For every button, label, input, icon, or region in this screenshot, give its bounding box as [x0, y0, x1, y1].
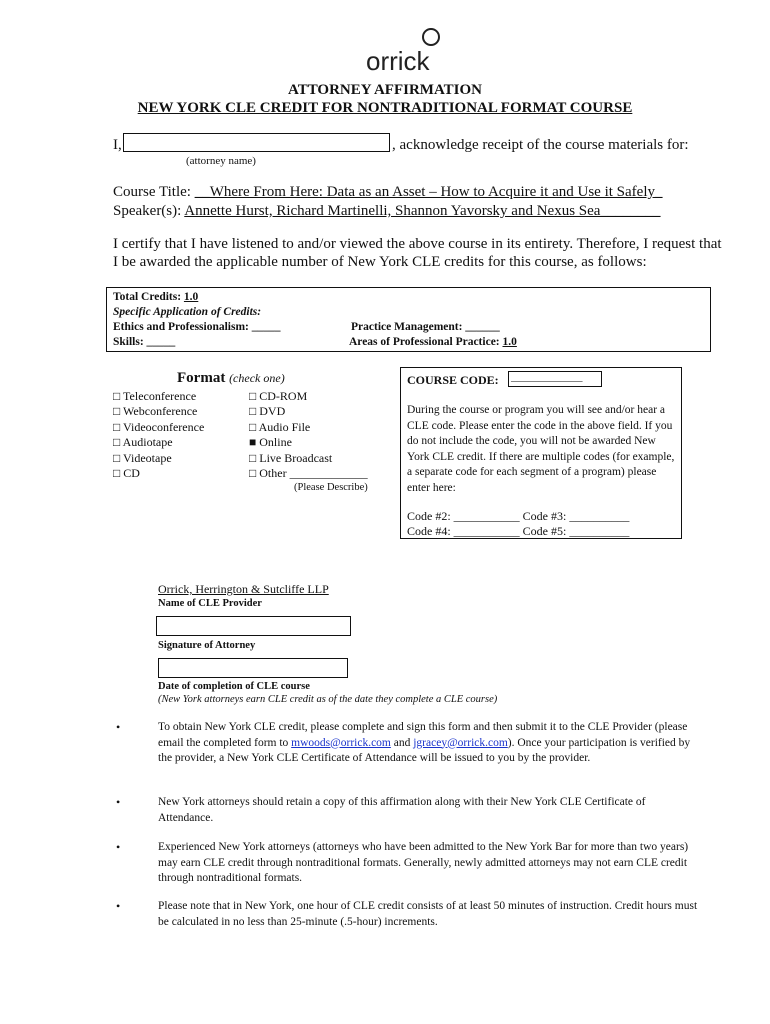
- format-label: Webconference: [123, 404, 198, 418]
- credits-box: [106, 287, 711, 352]
- course-title-label: Course Title:: [113, 184, 191, 200]
- cle-provider-label: Name of CLE Provider: [158, 598, 262, 609]
- completion-date-field[interactable]: [158, 658, 348, 678]
- checkbox-icon[interactable]: □: [249, 389, 257, 403]
- email-link-jgracey[interactable]: jgracey@orrick.com: [413, 736, 508, 749]
- bullet-icon: •: [116, 840, 121, 854]
- course-code-instructions: During the course or program you will see and/or hear a CLE code. Please enter the code in the above field. If you do not include the code, you will not be awarded New York CLE credit. If there are multiple codes (for example, a separate code for each segment of a program) please enter here:: [407, 404, 675, 494]
- bullet-1-text-b: and: [390, 736, 414, 749]
- format-option-videoconference[interactable]: [113, 420, 204, 435]
- checkbox-icon[interactable]: □: [249, 404, 257, 418]
- format-option-online[interactable]: [249, 435, 292, 450]
- bullet-1-text-a: To obtain New York CLE credit, please complete and sign this form and then submit it to the CLE Provider (please email the completed form to: [158, 721, 688, 749]
- ack-prefix: I,: [113, 137, 122, 153]
- format-hint: (check one): [229, 371, 285, 385]
- bullet-1-text-c: ). Once your participation is verified by the provider, a New York CLE Certificate of Attendance will be issued to you by the provider.: [158, 736, 691, 764]
- checkbox-icon[interactable]: □: [249, 451, 257, 465]
- format-option-videotape[interactable]: [113, 451, 172, 466]
- logo-ring-icon: [422, 28, 440, 46]
- logo-wordmark: orrick: [366, 46, 430, 76]
- total-credits: [113, 291, 198, 303]
- completion-date-label: Date of completion of CLE course: [158, 681, 310, 692]
- course-code-label: COURSE CODE:: [407, 373, 499, 387]
- format-title: Format: [177, 370, 226, 386]
- format-label: Online: [259, 435, 292, 449]
- format-label: Audio File: [258, 420, 311, 434]
- orrick-logo: [360, 28, 440, 76]
- additional-codes-row-1[interactable]: Code #2: ___________ Code #3: __________: [407, 509, 630, 523]
- areas-value: 1.0: [502, 336, 517, 348]
- format-heading: [177, 370, 285, 387]
- ethics-credits: Ethics and Professionalism: _____: [113, 321, 281, 333]
- additional-codes-row-2[interactable]: Code #4: ___________ Code #5: __________: [407, 524, 630, 538]
- bullet-icon: •: [116, 899, 121, 913]
- total-credits-label: Total Credits:: [113, 291, 182, 303]
- bullet-icon: •: [116, 795, 121, 809]
- course-title-value: __Where From Here: Data as an Asset – How to Acquire it and Use it Safely_: [194, 184, 663, 200]
- signature-field[interactable]: [156, 616, 351, 636]
- speakers-line: [113, 203, 660, 220]
- format-label: Audiotape: [122, 435, 173, 449]
- checkbox-checked-icon[interactable]: ■: [249, 435, 257, 449]
- email-link-mwoods[interactable]: mwoods@orrick.com: [291, 736, 391, 749]
- speakers-label: Speaker(s):: [113, 203, 182, 219]
- signature-label: Signature of Attorney: [158, 640, 256, 651]
- instruction-bullet-2: New York attorneys should retain a copy of this affirmation along with their New York CLE Certificate of Attendance.: [158, 796, 646, 824]
- checkbox-icon[interactable]: □: [113, 420, 121, 434]
- checkbox-icon[interactable]: □: [113, 404, 121, 418]
- format-label: Other _____________: [259, 466, 368, 480]
- course-code-field[interactable]: [508, 371, 602, 387]
- instruction-bullet-4: Please note that in New York, one hour of CLE credit consists of at least 50 minutes of instruction. Credit hours must be calculated in no less than 25-minute (.5-hour) increments.: [158, 900, 698, 928]
- format-option-cd[interactable]: [113, 466, 140, 481]
- checkbox-icon[interactable]: □: [249, 420, 257, 434]
- areas-of-practice-credits: [349, 336, 517, 348]
- checkbox-icon[interactable]: □: [113, 435, 121, 449]
- practice-management-credits: Practice Management: ______: [351, 321, 500, 333]
- checkbox-icon[interactable]: □: [249, 466, 257, 480]
- cle-provider-name: Orrick, Herrington & Sutcliffe LLP: [158, 582, 329, 596]
- format-label: CD: [123, 466, 140, 480]
- areas-label: Areas of Professional Practice:: [349, 336, 500, 348]
- bullet-icon: •: [116, 720, 121, 734]
- format-label: Videotape: [123, 451, 172, 465]
- checkbox-icon[interactable]: □: [113, 451, 121, 465]
- format-option-audio-file[interactable]: [249, 420, 310, 435]
- format-option-teleconference[interactable]: [113, 389, 196, 404]
- checkbox-icon[interactable]: □: [113, 466, 121, 480]
- skills-credits: Skills: _____: [113, 336, 176, 348]
- speakers-value: Annette Hurst, Richard Martinelli, Shannon Yavorsky and Nexus Sea________: [184, 203, 661, 219]
- course-title-line: [113, 184, 663, 201]
- format-option-audiotape[interactable]: [113, 435, 173, 450]
- attorney-name-caption: (attorney name): [186, 155, 256, 167]
- instruction-bullet-1: [158, 720, 698, 767]
- please-describe-caption: (Please Describe): [294, 482, 368, 493]
- format-label: CD-ROM: [259, 389, 308, 403]
- checkbox-icon[interactable]: □: [113, 389, 121, 403]
- document-subtitle: NEW YORK CLE CREDIT FOR NONTRADITIONAL FORMAT COURSE: [137, 100, 633, 116]
- format-label: DVD: [259, 404, 286, 418]
- format-label: Videoconference: [123, 420, 205, 434]
- format-option-live-broadcast[interactable]: [249, 451, 332, 466]
- completion-date-note: (New York attorneys earn CLE credit as of the date they complete a CLE course): [158, 694, 498, 705]
- format-option-cd-rom[interactable]: [249, 389, 307, 404]
- format-option-dvd[interactable]: [249, 404, 285, 419]
- total-credits-value: 1.0: [183, 291, 199, 303]
- certify-paragraph: I certify that I have listened to and/or viewed the above course in its entirety. Therefore, I request that I be awarded the applicable number of New York CLE credits for this course, as follows:: [113, 236, 722, 270]
- format-label: Live Broadcast: [259, 451, 333, 465]
- document-title: ATTORNEY AFFIRMATION: [287, 82, 483, 98]
- attorney-name-field[interactable]: [123, 133, 390, 152]
- format-option-webconference[interactable]: [113, 404, 197, 419]
- specific-application-label: Specific Application of Credits:: [113, 306, 262, 318]
- instruction-bullet-3: Experienced New York attorneys (attorneys who have been admitted to the New York Bar for more than two years) may earn CLE credit through nontraditional formats. Generally, newly admitted attorneys may not earn CLE credit through nontraditional formats.: [158, 841, 689, 884]
- ack-suffix: , acknowledge receipt of the course materials for:: [392, 137, 689, 153]
- format-option-other[interactable]: [249, 466, 368, 481]
- course-code-value: _____________: [511, 371, 583, 383]
- format-label: Teleconference: [123, 389, 197, 403]
